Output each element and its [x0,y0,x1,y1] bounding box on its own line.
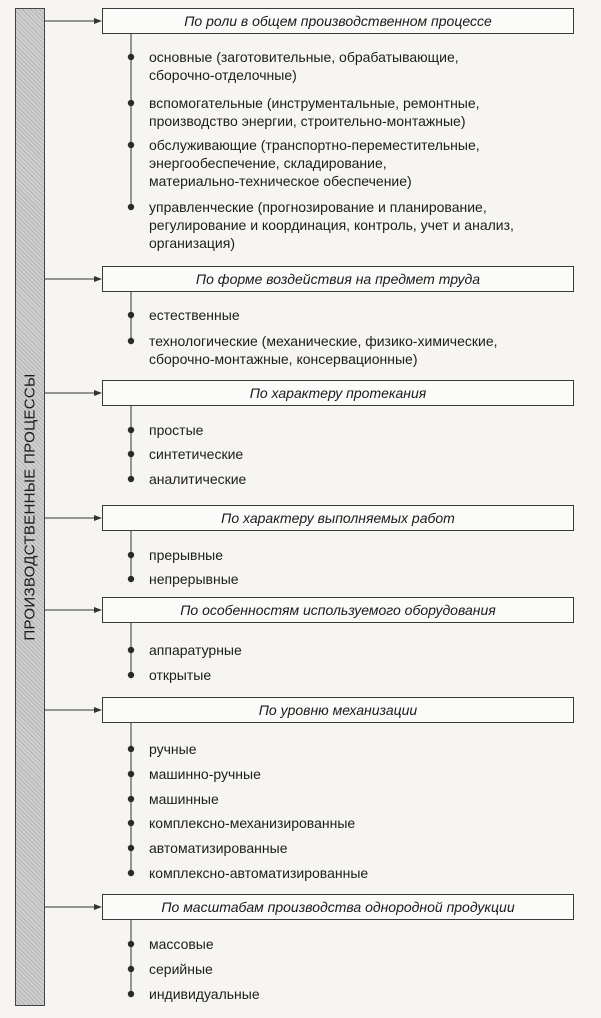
group-title: По масштабам производства однородной продукции [102,894,574,920]
bullet-icon [128,100,134,106]
list-item-line: простые [149,422,204,438]
list-item-line: автоматизированные [149,840,288,856]
arrow-head-icon [94,904,102,910]
bullet-icon [128,771,134,777]
list-item-line: вспомогательные (инструментальные, ремонтные, [149,95,480,111]
list-item-line: основные (заготовительные, обрабатывающие, [149,49,459,65]
list-item [149,765,589,783]
list-item-line: аппаратурные [149,642,242,658]
arrow-head-icon [94,707,102,713]
bullet-icon [128,845,134,851]
list-item-line: машинные [149,791,219,807]
list-item [149,985,589,1003]
list-item-line: открытые [149,667,212,683]
list-item-line: сборочно-отделочные) [149,67,297,83]
list-item [149,641,589,659]
list-item [149,332,589,368]
list-item-line: обслуживающие (транспортно-переместительные, [149,137,480,153]
list-item [149,570,589,588]
list-item-line: аналитические [149,471,247,487]
arrow-head-icon [94,515,102,521]
bullet-icon [128,941,134,947]
list-item [149,136,589,190]
list-item [149,960,589,978]
list-item-line: организация) [149,235,235,251]
bullet-icon [128,796,134,802]
group-title: По характеру выполняемых работ [102,505,574,531]
list-item-line: непрерывные [149,571,239,587]
list-item [149,814,589,832]
list-item [149,470,589,488]
arrow-head-icon [94,390,102,396]
group-title: По характеру протекания [102,380,574,406]
bullet-icon [128,476,134,482]
bullet-icon [128,142,134,148]
group-title: По роли в общем производственном процессе [102,8,574,34]
list-item-line: массовые [149,936,214,952]
list-item-line: материально-техническое обеспечение) [149,173,412,189]
list-item-line: производство энергии, строительно-монтажные) [149,113,466,129]
list-item-line: технологические (механические, физико-химические, [149,333,498,349]
bullet-icon [128,820,134,826]
group-title: По особенностям используемого оборудования [102,597,574,623]
list-item-line: синтетические [149,446,244,462]
bullet-icon [128,312,134,318]
bullet-icon [128,576,134,582]
arrow-head-icon [94,18,102,24]
list-item-line: регулирование и координация, контроль, учет и анализ, [149,217,514,233]
list-item [149,666,589,684]
arrow-head-icon [94,607,102,613]
list-item [149,198,589,252]
list-item-line: прерывные [149,547,224,563]
list-item-line: сборочно-монтажные, консервационные) [149,351,418,367]
root-category-label: ПРОИЗВОДСТВЕННЫЕ ПРОЦЕССЫ [21,373,39,641]
bullet-icon [128,746,134,752]
list-item-line: энергообеспечение, складирование, [149,155,387,171]
list-item [149,790,589,808]
list-item [149,306,589,324]
list-item-line: комплексно-автоматизированные [149,865,369,881]
group-title: По форме воздействия на предмет труда [102,266,574,292]
list-item [149,94,589,130]
list-item [149,864,589,882]
bullet-icon [128,204,134,210]
list-item [149,48,589,84]
bullet-icon [128,552,134,558]
list-item [149,546,589,564]
arrow-head-icon [94,276,102,282]
list-item [149,740,589,758]
list-item [149,935,589,953]
bullet-icon [128,427,134,433]
bullet-icon [128,647,134,653]
list-item [149,421,589,439]
list-item [149,445,589,463]
bullet-icon [128,338,134,344]
list-item-line: индивидуальные [149,986,260,1002]
list-item-line: серийные [149,961,213,977]
list-item [149,839,589,857]
bullet-icon [128,451,134,457]
list-item-line: комплексно-механизированные [149,815,356,831]
bullet-icon [128,672,134,678]
list-item-line: машинно-ручные [149,766,261,782]
bullet-icon [128,966,134,972]
bullet-icon [128,54,134,60]
list-item-line: управленческие (прогнозирование и планирование, [149,199,487,215]
bullet-icon [128,870,134,876]
list-item-line: ручные [149,741,197,757]
group-title: По уровню механизации [102,697,574,723]
bullet-icon [128,991,134,997]
list-item-line: естественные [149,307,240,323]
